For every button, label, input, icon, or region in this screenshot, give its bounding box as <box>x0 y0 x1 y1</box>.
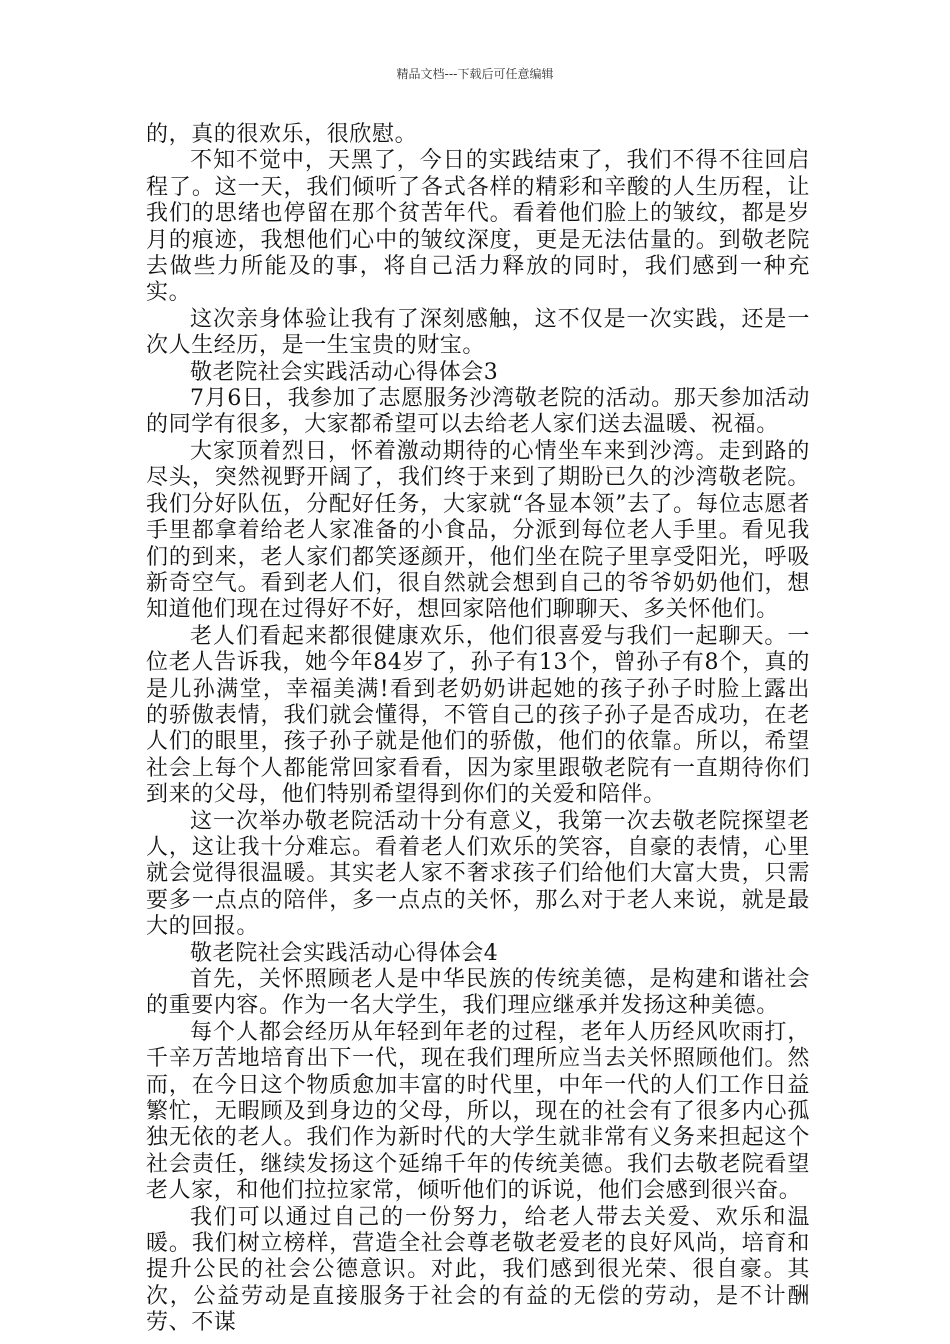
paragraph: 这次亲身体验让我有了深刻感触，这不仅是一次实践，还是一次人生经历，是一生宝贵的财宝。 <box>146 306 810 359</box>
paragraph: 这一次举办敬老院活动十分有意义，我第一次去敬老院探望老人，这让我十分难忘。看着老人们欢乐的笑容，自豪的表情，心里就会觉得很温暖。其实老人家不奢求孩子们给他们大富大贵，只需要多一点点的陪伴，多一点点的关怀，那么对于老人来说，就是最大的回报。 <box>146 808 810 940</box>
paragraph: 大家顶着烈日，怀着激动期待的心情坐车来到沙湾。走到路的尽头，突然视野开阔了，我们终于来到了期盼已久的沙湾敬老院。我们分好队伍，分配好任务，大家就“各显本领”去了。每位志愿者手里都拿着给老人家准备的小食品，分派到每位老人手里。看见我们的到来，老人家们都笑逐颜开，他们坐在院子里享受阳光，呼吸新奇空气。看到老人们，很自然就会想到自己的爷爷奶奶他们，想知道他们现在过得好不好，想回家陪他们聊聊天、多关怀他们。 <box>146 438 810 623</box>
paragraph: 的，真的很欢乐，很欣慰。 <box>146 122 418 147</box>
page-header: 精品文档---下载后可任意编辑 <box>396 67 554 81</box>
paragraph: 我们可以通过自己的一份努力，给老人带去关爱、欢乐和温暖。我们树立榜样，营造全社会尊老敬老爱老的良好风尚，培育和提升公民的社会公德意识。对此，我们感到很光荣、很自豪。其次，公益劳动是直接服务于社会的有益的无偿的劳动，是不计酬劳、不谋 <box>146 1204 810 1336</box>
section-heading: 敬老院社会实践活动心得体会4 <box>190 940 499 966</box>
paragraph: 老人们看起来都很健康欢乐，他们很喜爱与我们一起聊天。一位老人告诉我，她今年84岁了，孙子有13个，曾孙子有8个，真的是儿孙满堂，幸福美满!看到老奶奶讲起她的孩子孙子时脸上露出的骄傲表情，我们就会懂得，不管自己的孩子孙子是否成功，在老人们的眼里，孩子孙子就是他们的骄傲，他们的依靠。所以，希望社会上每个人都能常回家看看，因为家里跟敬老院有一直期待你们到来的父母，他们特别希望得到你们的关爱和陪伴。 <box>146 623 810 808</box>
paragraph: 7月6日，我参加了志愿服务沙湾敬老院的活动。那天参加活动的同学有很多，大家都希望可以去给老人家们送去温暖、祝福。 <box>146 386 810 438</box>
paragraph: 首先，关怀照顾老人是中华民族的传统美德，是构建和谐社会的重要内容。作为一名大学生，我们理应继承并发扬这种美德。 <box>146 967 810 1019</box>
section-heading: 敬老院社会实践活动心得体会3 <box>190 359 499 385</box>
paragraph: 每个人都会经历从年轻到年老的过程，老年人历经风吹雨打，千辛万苦地培育出下一代，现在我们理所应当去关怀照顾他们。然而，在今日这个物质愈加丰富的时代里，中年一代的人们工作日益繁忙，无暇顾及到身边的父母，所以，现在的社会有了很多内心孤独无依的老人。我们作为新时代的大学生就非常有义务来担起这个社会责任，继续发扬这个延绵千年的传统美德。我们去敬老院看望老人家，和他们拉拉家常，倾听他们的诉说，他们会感到很兴奋。 <box>146 1019 810 1204</box>
document-body <box>146 122 810 1337</box>
paragraph: 不知不觉中，天黑了，今日的实践结束了，我们不得不往回启程了。这一天，我们倾听了各式各样的精彩和辛酸的人生历程，让我们的思绪也停留在那个贫苦年代。看着他们脸上的皱纹，都是岁月的痕迹，我想他们心中的皱纹深度，更是无法估量的。到敬老院去做些力所能及的事，将自己活力释放的同时，我们感到一种充实。 <box>146 148 810 306</box>
